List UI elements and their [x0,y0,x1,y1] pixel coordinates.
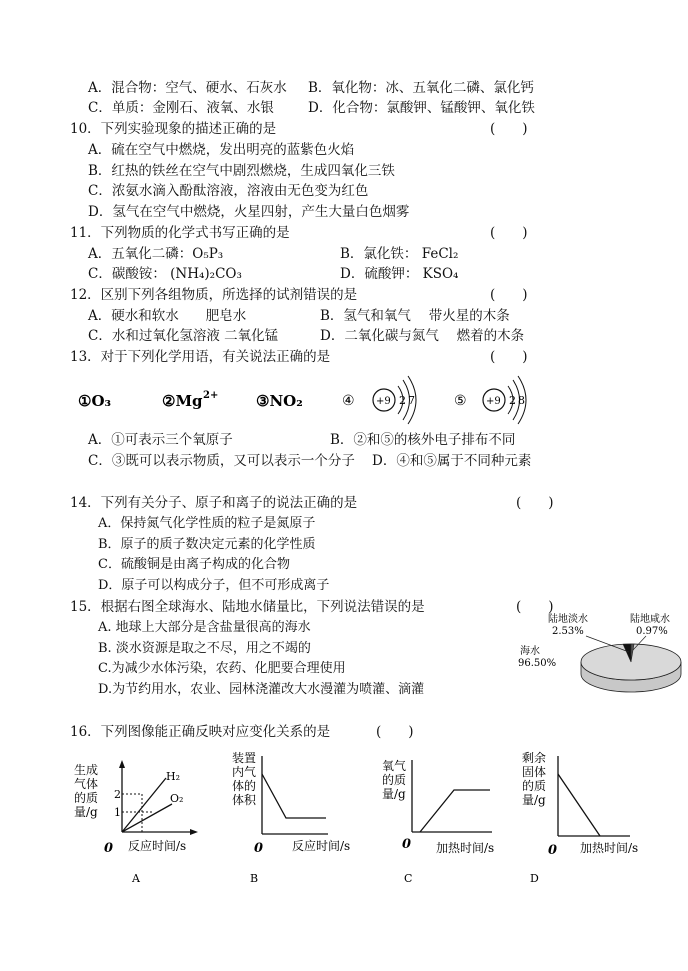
graph-d-origin: 0 [548,843,558,858]
graph-a-ylabel-3: 的质 [74,791,99,805]
q9-option-a: A．混合物：空气、硬水、石灰水 [88,80,287,96]
q13-option-c: C．③既可以表示物质，又可以表示一个分子 [88,453,355,469]
q13-option-a: A．①可表示三个氧原子 [88,432,233,448]
graph-b-line [262,774,326,818]
graph-c-ylabel-2: 的质 [382,773,407,787]
q15-option-d: D.为节约用水，农业、园林浇灌改大水漫灌为喷灌、滴灌 [98,682,425,697]
graph-a-ylabel-4: 量/g [74,805,98,819]
graph-c-ylabel-3: 量/g [382,787,406,801]
q13-symbol-3: ③NO₂ [256,392,303,410]
q14-option-b: B．原子的质子数决定元素的化学性质 [98,537,316,552]
atom-5-electrons: 28 [509,394,527,407]
graph-d-ylabel-3: 的质 [522,779,547,793]
q13-answer-blank: ( ) [490,349,528,365]
q9-option-d: D．化合物：氯酸钾、锰酸钾、氧化铁 [308,100,535,116]
q11-option-a: A．五氧化二磷：O₅P₃ [88,246,224,262]
q13-option-b: B．②和⑤的核外电子排布不同 [330,432,516,448]
q14-option-c: C．硫酸铜是由离子构成的化合物 [98,557,290,572]
graph-a-line-o2 [122,804,172,832]
q13-symbol-4-number: ④ [342,393,355,409]
pie-value-salt-land: 0.97% [636,626,668,637]
q11-answer-blank: ( ) [490,225,528,241]
q15-stem: 15．根据右图全球海水、陆地水储量比，下列说法错误的是 [70,599,425,615]
q11-option-b: B．氯化铁： FeCl₂ [340,246,459,262]
q14-option-d: D．原子可以构成分子，但不可形成离子 [98,578,330,593]
graph-b-ylabel-2: 内气 [232,765,257,779]
graph-a-ylabel-2: 气体 [74,777,99,791]
q16-stem: 16．下列图像能正确反映对应变化关系的是 [70,724,331,740]
graph-c-origin: 0 [402,837,412,852]
graph-d-xlabel: 加热时间/s [580,841,639,855]
q11-option-d: D．硫酸钾： KSO₄ [340,266,459,282]
graph-b-caption: B [250,872,259,885]
q12-answer-blank: ( ) [490,287,528,303]
q14-option-a: A．保持氮气化学性质的粒子是氮原子 [98,516,316,531]
graph-c-xlabel: 加热时间/s [436,841,495,855]
graph-b-ylabel-3: 体的 [232,779,257,793]
graph-d-ylabel-4: 量/g [522,793,546,807]
q10-stem: 10．下列实验现象的描述正确的是 [70,121,277,137]
graph-b-ylabel-4: 体积 [232,793,257,807]
graph-a-caption: A [132,872,140,885]
q15-option-a: A. 地球上大部分是含盐量很高的海水 [98,620,311,635]
graph-d-line [558,774,600,836]
graph-a-y-arrow [119,760,125,768]
q13-symbol-2-charge: 2+ [203,390,219,401]
graph-a [74,750,224,890]
graph-d-ylabel-2: 固体 [522,765,547,779]
q13-symbol-2: ②Mg [162,392,203,410]
atom-4-electrons: 27 [399,394,417,407]
q14-stem: 14．下列有关分子、原子和离子的说法正确的是 [70,495,358,511]
graph-b [228,744,378,890]
graph-a-tick-1: 1 [114,806,121,819]
q13-symbol-5-number: ⑤ [454,393,467,409]
q14-answer-blank: ( ) [516,495,554,511]
graph-a-ylabel-1: 生成 [74,763,99,777]
q9-option-c: C．单质：金刚石、液氧、水银 [88,100,274,116]
q13-option-d: D．④和⑤属于不同种元素 [372,453,532,469]
atom-5-core: +9 [486,396,501,407]
q10-answer-blank: ( ) [490,121,528,137]
graph-a-line-h2 [122,778,166,832]
q13-symbol-1: ①O₃ [78,392,112,410]
q15-option-b: B. 淡水资源是取之不尽，用之不竭的 [98,641,311,656]
q10-option-a: A．硫在空气中燃烧，发出明亮的蓝紫色火焰 [88,142,355,158]
pie-label-fresh: 陆地淡水 [548,614,588,625]
q16-answer-blank: ( ) [376,724,414,740]
pie-value-fresh: 2.53% [552,626,584,637]
atom-4-core: +9 [376,396,391,407]
graph-d [520,744,660,890]
graph-d-ylabel-1: 剩余 [522,751,547,765]
q12-option-c: C．水和过氧化氢溶液 二氧化锰 [88,328,279,344]
q13-symbols [70,370,550,426]
q10-option-c: C．浓氨水滴入酚酞溶液，溶液由无色变为红色 [88,183,369,199]
graph-c-line [420,790,490,832]
graph-b-xlabel: 反应时间/s [292,839,351,853]
q13-stem: 13．对于下列化学用语，有关说法正确的是 [70,349,331,365]
graph-a-label-o2: O₂ [170,792,184,805]
graph-c-caption: C [404,872,413,885]
graph-c-ylabel-1: 氧气 [382,759,407,773]
q12-stem: 12．区别下列各组物质，所选择的试剂错误的是 [70,287,358,303]
graph-a-tick-2: 2 [114,788,121,801]
q12-option-d: D．二氧化碳与氮气 燃着的木条 [320,328,525,344]
pie-body [581,636,681,692]
q12-option-b: B．氢气和氧气 带火星的木条 [320,308,510,324]
pie-label-salt-land: 陆地咸水 [630,614,670,625]
graph-b-ylabel-1: 装置 [232,751,257,765]
graph-a-origin: 0 [104,841,114,856]
q10-option-b: B．红热的铁丝在空气中剧烈燃烧，生成四氧化三铁 [88,163,395,179]
pie-value-sea: 96.50% [518,658,557,669]
water-pie-chart [516,610,684,702]
graph-a-x-arrow [190,829,198,835]
pie-label-sea: 海水 [520,646,540,657]
q15-option-c: C.为减少水体污染，农药、化肥要合理使用 [98,661,346,676]
q9-option-b: B．氧化物：冰、五氧化二磷、氯化钙 [308,80,534,96]
q10-option-d: D．氢气在空气中燃烧，火星四射，产生大量白色烟雾 [88,204,410,220]
graph-d-caption: D [530,872,539,885]
graph-b-origin: 0 [254,841,264,856]
q11-stem: 11．下列物质的化学式书写正确的是 [70,225,290,241]
graph-a-label-h2: H₂ [166,770,181,783]
q11-option-c: C．碳酸铵： (NH₄)₂CO₃ [88,266,242,282]
graph-c [380,750,508,890]
graph-a-xlabel: 反应时间/s [128,839,187,853]
q12-option-a: A．硬水和软水 肥皂水 [88,308,247,324]
q15-answer-blank: ( ) [516,599,554,615]
